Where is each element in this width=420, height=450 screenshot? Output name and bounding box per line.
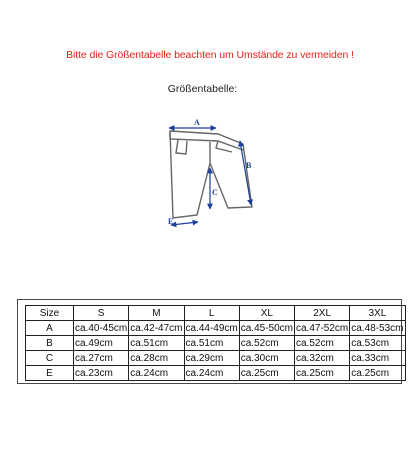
table-cell: ca.51cm (129, 336, 184, 351)
table-row (26, 321, 406, 336)
size-chart-subtitle: Größentabelle: (167, 83, 238, 95)
table-cell: ca.47-52cm (296, 322, 349, 334)
table-cell: ca.45-50cm (240, 322, 293, 334)
row-label: E (26, 366, 74, 381)
label-b: B (246, 161, 252, 170)
table-cell: ca.53cm (350, 336, 405, 351)
table-cell: ca.44-49cm (185, 322, 238, 334)
table-cell: ca.25cm (239, 366, 294, 381)
header-xl: XL (239, 306, 294, 321)
header-size: Size (26, 306, 74, 321)
table-cell: ca.23cm (74, 366, 129, 381)
size-table (25, 305, 406, 381)
table-cell: ca.29cm (184, 351, 239, 366)
table-cell: ca.27cm (74, 351, 129, 366)
table-cell: ca.42-47cm (130, 322, 183, 334)
label-a: A (194, 118, 200, 127)
label-c: C (212, 188, 218, 197)
table-cell: ca.25cm (295, 366, 350, 381)
table-cell: ca.52cm (239, 336, 294, 351)
table-cell: ca.28cm (129, 351, 184, 366)
row-label: A (26, 321, 74, 336)
header-l: L (184, 306, 239, 321)
shorts-outline (170, 131, 252, 218)
measure-arrow-e (171, 222, 198, 225)
size-chart-notice: Bitte die Größentabelle beachten um Umstände zu vermeiden ! (66, 49, 354, 61)
row-label: B (26, 336, 74, 351)
table-cell: ca.25cm (350, 366, 405, 381)
table-cell: ca.40-45cm (75, 322, 128, 334)
label-e: E (168, 217, 174, 226)
table-row (26, 336, 406, 351)
table-cell: ca.24cm (184, 366, 239, 381)
size-table-header-row (26, 306, 406, 321)
header-2xl: 2XL (295, 306, 350, 321)
table-cell: ca.48-53cm (351, 322, 404, 334)
table-cell: ca.52cm (295, 336, 350, 351)
header-s: S (74, 306, 129, 321)
table-row (26, 366, 406, 381)
table-cell: ca.32cm (295, 351, 350, 366)
table-cell: ca.33cm (350, 351, 405, 366)
shorts-measurement-diagram (150, 108, 270, 238)
table-cell: ca.30cm (239, 351, 294, 366)
table-cell: ca.51cm (184, 336, 239, 351)
header-3xl: 3XL (350, 306, 405, 321)
row-label: C (26, 351, 74, 366)
table-cell: ca.24cm (129, 366, 184, 381)
measure-arrow-b (240, 141, 251, 205)
table-cell: ca.49cm (74, 336, 129, 351)
table-row (26, 351, 406, 366)
header-m: M (129, 306, 184, 321)
